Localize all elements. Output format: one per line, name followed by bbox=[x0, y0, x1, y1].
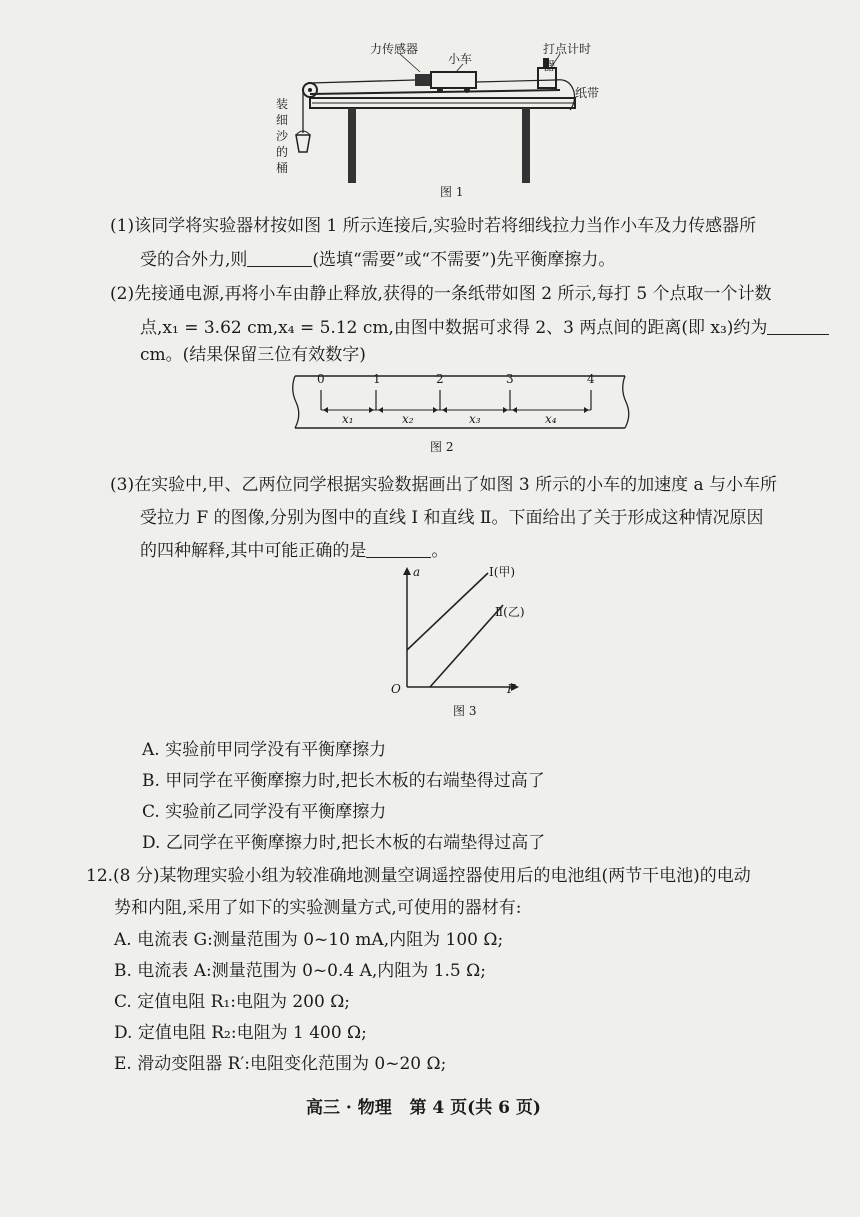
q2-line2-text: 点,x₁ = 3.62 cm,x₄ = 5.12 cm,由图中数据可求得 2、3 两点间的距离(即 x₃)约为 bbox=[140, 318, 768, 338]
q3-line3-text: 的四种解释,其中可能正确的是 bbox=[140, 541, 367, 561]
figure-1 bbox=[270, 30, 600, 205]
figure-3-drawing bbox=[385, 565, 565, 700]
q1-line2-end: (选填“需要”或“不需要”)先平衡摩擦力。 bbox=[312, 250, 616, 270]
q3-answer-blank bbox=[366, 539, 431, 558]
fig3-origin: O bbox=[391, 682, 401, 696]
q3-line3 bbox=[140, 536, 448, 566]
option-a: A. 实验前甲同学没有平衡摩擦力 bbox=[142, 740, 387, 760]
fig3-axis-y: a bbox=[413, 565, 421, 579]
tape-segment-x2: x₂ bbox=[402, 412, 414, 426]
option-b: B. 甲同学在平衡摩擦力时,把长木板的右端垫得过高了 bbox=[142, 771, 545, 791]
figure-2 bbox=[290, 372, 635, 460]
q1-line2 bbox=[140, 245, 615, 275]
fig1-caption: 图 1 bbox=[440, 185, 464, 199]
figure-2-drawing bbox=[290, 372, 635, 437]
option-c: C. 实验前乙同学没有平衡摩擦力 bbox=[142, 802, 387, 822]
page-footer: 高三 · 物理 第 4 页(共 6 页) bbox=[306, 1098, 541, 1118]
tape-segment-x4: x₄ bbox=[545, 412, 557, 426]
tape-point-1: 1 bbox=[373, 372, 381, 386]
fig3-line-1-label: Ⅰ(甲) bbox=[489, 565, 516, 579]
q2-line3: cm。(结果保留三位有效数字) bbox=[140, 345, 366, 365]
q12-item-c: C. 定值电阻 R₁:电阻为 200 Ω; bbox=[114, 992, 351, 1012]
fig1-label-tape: 纸带 bbox=[575, 86, 600, 100]
fig1-label-bucket: 装细沙的桶 bbox=[276, 97, 289, 175]
tape-segment-x1: x₁ bbox=[342, 412, 354, 426]
q1-line1: (1)该同学将实验器材按如图 1 所示连接后,实验时若将细线拉力当作小车及力传感器所 bbox=[110, 216, 757, 236]
q12-item-b: B. 电流表 A:测量范围为 0~0.4 A,内阻为 1.5 Ω; bbox=[114, 961, 486, 981]
q3-line1: (3)在实验中,甲、乙两位同学根据实验数据画出了如图 3 所示的小车的加速度 a 与小车所 bbox=[110, 475, 778, 495]
fig1-label-timer: 打点计时器 bbox=[543, 42, 592, 73]
q12-line2: 势和内阻,采用了如下的实验测量方式,可使用的器材有: bbox=[114, 898, 522, 918]
fig1-label-sensor: 力传感器 bbox=[370, 42, 419, 56]
tape-point-4: 4 bbox=[587, 372, 595, 386]
q3-line3-end: 。 bbox=[431, 541, 449, 561]
q12-item-a: A. 电流表 G:测量范围为 0~10 mA,内阻为 100 Ω; bbox=[114, 930, 504, 950]
q12-line1: 12.(8 分)某物理实验小组为较准确地测量空调遥控器使用后的电池组(两节干电池)的电动 bbox=[86, 866, 751, 886]
q12-item-d: D. 定值电阻 R₂:电阻为 1 400 Ω; bbox=[114, 1023, 367, 1043]
q2-answer-blank bbox=[767, 316, 829, 335]
q1-answer-blank bbox=[247, 248, 312, 267]
q3-line2: 受拉力 F 的图像,分别为图中的直线 Ⅰ 和直线 Ⅱ。下面给出了关于形成这种情况原因 bbox=[140, 508, 764, 528]
q2-line1: (2)先接通电源,再将小车由静止释放,获得的一条纸带如图 2 所示,每打 5 个点取一个计数 bbox=[110, 284, 772, 304]
fig3-line-2-label: Ⅱ(乙) bbox=[495, 605, 525, 619]
fig3-axis-x: F bbox=[507, 682, 516, 696]
fig3-caption: 图 3 bbox=[453, 704, 477, 718]
option-d: D. 乙同学在平衡摩擦力时,把长木板的右端垫得过高了 bbox=[142, 833, 546, 853]
tape-point-0: 0 bbox=[317, 372, 325, 386]
q2-line2 bbox=[140, 313, 829, 343]
fig1-label-cart: 小车 bbox=[448, 52, 473, 66]
fig2-caption: 图 2 bbox=[430, 440, 454, 454]
tape-point-2: 2 bbox=[436, 372, 444, 386]
tape-segment-x3: x₃ bbox=[469, 412, 481, 426]
q12-item-e: E. 滑动变阻器 R′:电阻变化范围为 0~20 Ω; bbox=[114, 1054, 447, 1074]
figure-3 bbox=[385, 565, 565, 720]
q1-line2-start: 受的合外力,则 bbox=[140, 250, 248, 270]
tape-ticks bbox=[321, 390, 591, 410]
tape-point-3: 3 bbox=[506, 372, 514, 386]
